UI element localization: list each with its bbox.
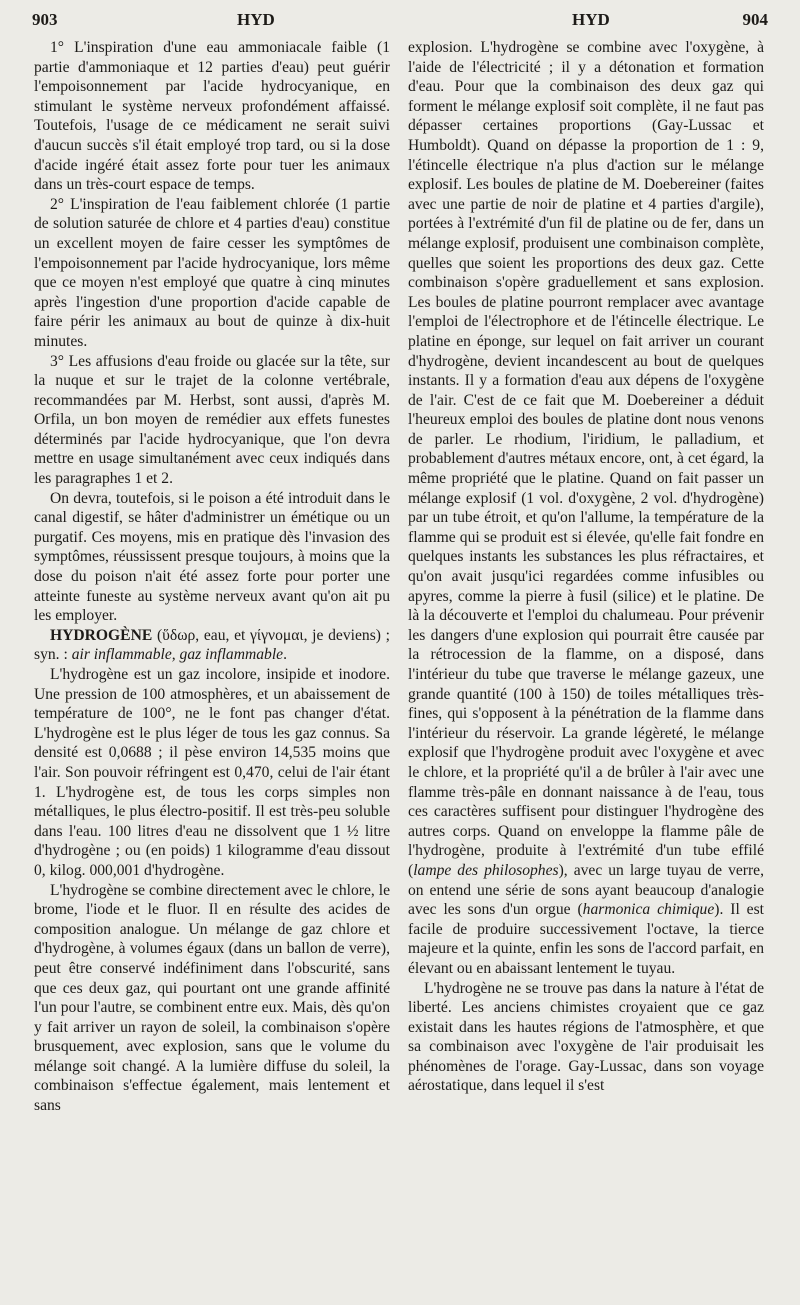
text-run: ), avec un large tuyau de verre, on entend une série de sons ayant beaucoup d'analogie avec les sons d'un orgue ( bbox=[408, 861, 765, 919]
running-head-right: HYD bbox=[572, 10, 610, 29]
left-column bbox=[34, 38, 390, 1116]
text-run: 3° Les affusions d'eau froide ou glacée sur la tête, sur la nuque et sur le trajet de la colonne vertébrale, recommandées par M. Herbst, sont aussi, d'après M. Orfila, un bon moyen de remédier aux effets funestes déterminés par l'acide hydrocyanique, que l'on devra mettre en usage simultanément avec ceux indiqués dans les paragraphes 1 et 2. bbox=[34, 352, 390, 488]
paragraph bbox=[34, 38, 390, 195]
page-number-left: 903 bbox=[32, 10, 58, 29]
text-run: explosion. L'hydrogène se combine avec l'oxygène, à l'aide de l'électricité ; il y a détonation et formation d'eau. Pour que la combinaison des deux gaz qui forment le mélange explosif soit complète, il ne faut pas dépasser certaines proportions (Gay-Lussac et Humboldt). Quand on dépasse la proportion de 1 : 9, l'étincelle électrique n'a plus d'action sur le mélange explosif. Les boules de platine de M. Doebereiner (faites avec une partie de noir de platine et 4 parties d'argile), portées à l'extrémité d'un fil de platine ou de fer, dans un mélange explosif, produisent une combinaison complète, quelles que soient les proportions des deux gaz. Cette combinaison s'opère graduellement et sans explosion. Les boules de platine pourront remplacer avec avantage l'emploi de l'électrophore et de l'étincelle électrique. Le platine en éponge, sur lequel on fait arriver un courant d'hydrogène, devient incandescent au bout de quelques instants. Il y a formation d'eau aux dépens de l'oxygène de l'air. C'est de ce fait que M. Doebereiner a déduit l'heureux emploi des boules de platine dont nous venons de parler. Le rhodium, l'iridium, le palladium, et probablement d'autres métaux encore, ont, à cet égard, la même propriété que le platine. Quand on fait passer un mélange explosif (1 vol. d'oxygène, 2 vol. d'hydrogène) par un tube étroit, et qu'on l'allume, la température de la flamme qui se produit est si élevée, qu'elle fait fondre en quelques instants les substances les plus réfractaires, et qu'on avait jusqu'ici regardées comme infusibles ou apyres, comme la pierre à fusil (silice) et le platine. De là la découverte et l'emploi du chalumeau. Pour prévenir les dangers d'une explosion qui pourrait être causée par la rétrocession de la flamme, on a disposé, dans l'intérieur du tube que traverse le mélange gazeux, une grande quantité (100 à 150) de toiles métalliques très-fines, qui s'opposent à la pénétration de la flamme dans l'intérieur du réservoir. La grande légèreté, le mélange explosif que l'hydrogène produit avec l'oxygène et avec le chlore, et la propriété qu'il a de brûler à l'air avec une flamme très-pâle en donnant naissance à de l'eau, tous ces caractères suffisent pour distinguer l'hydrogène des autres corps. Quand on enveloppe la flamme pâle de l'hydrogène, produite à l'extrémité d'un tube effilé ( bbox=[408, 39, 764, 879]
text-run: On devra, toutefois, si le poison a été introduit dans le canal digestif, se hâter d'administrer un émétique ou un purgatif. Ces moyens, mis en pratique dès l'invasion des symptômes, réussissent presque toujours, à moins que la dose du poison n'ait été assez forte pour porter une atteinte funeste au système nerveux avant qu'on ait pu les employer. bbox=[34, 489, 390, 625]
paragraph bbox=[34, 352, 390, 489]
text-run: . bbox=[283, 646, 287, 664]
text-run: 1° L'inspiration d'une eau ammoniacale faible (1 partie d'ammoniaque et 12 parties d'eau) peut guérir l'empoisonnement par l'acide hydrocyanique, en stimulant le système nerveux profondément affaissé. Toutefois, l'usage de ce médicament ne serait suivi d'aucun succès s'il était employé trop tard, ou si la dose d'acide ingéré était assez forte pour tuer les animaux dans un très-court espace de temps. bbox=[34, 39, 390, 194]
right-column bbox=[408, 38, 764, 1096]
italic-text: lampe des philosophes bbox=[413, 861, 559, 879]
paragraph bbox=[34, 489, 390, 626]
running-header bbox=[32, 6, 768, 32]
paragraph bbox=[34, 626, 390, 665]
text-run: ). Il est facile de produire successivement l'octave, la tierce majeure et la quinte, enfin les sons de l'accord parfait, en élevant ou en abaissant lentement le tuyau. bbox=[408, 901, 764, 977]
italic-text: air inflammable, gaz inflammable bbox=[71, 646, 284, 664]
running-head-left: HYD bbox=[237, 10, 275, 29]
entry-headword: HYDROGÈNE bbox=[50, 626, 153, 644]
text-run: L'hydrogène ne se trouve pas dans la nature à l'état de liberté. Les anciens chimistes croyaient que ce gaz existait dans les hautes régions de l'atmosphère, et que sa combinaison avec l'oxygène de l'air produisait les phénomènes de l'orage. Gay-Lussac, dans son voyage aérostatique, dans lequel il s'est bbox=[408, 979, 764, 1095]
text-run: L'hydrogène est un gaz incolore, insipide et inodore. Une pression de 100 atmosphères, et un abaissement de température de 100°, ne le font pas changer d'état. L'hydrogène est le plus léger de tous les gaz connus. Sa densité est 0,0688 ; il pèse environ 14,535 moins que l'air. Son pouvoir réfringent est 0,470, celui de l'air étant 1. L'hydrogène est, de tous les corps simples non métalliques, le plus électro-positif. Il est très-peu soluble dans l'eau. 100 litres d'eau ne dissolvent que 1 ½ litre d'hydrogène ; ou (en poids) 1 kilogramme d'eau dissout 0, kilog. 000,001 d'hydrogène. bbox=[34, 666, 390, 879]
paragraph bbox=[408, 38, 764, 979]
italic-text: harmonica chimique bbox=[582, 901, 715, 919]
text-run: 2° L'inspiration de l'eau faiblement chlorée (1 partie de solution saturée de chlore et 4 parties d'eau) constitue un excellent moyen de faire cesser les symptômes de l'empoisonnement par l'acide hydrocyanique, lors même que ce moyen n'est employé que quatre à cinq minutes après l'ingestion d'une proportion d'acide capable de faire périr les animaux au bout de quinze à dix-huit minutes. bbox=[34, 195, 390, 350]
paragraph bbox=[408, 979, 764, 1097]
paragraph bbox=[34, 665, 390, 881]
paragraph bbox=[34, 195, 390, 352]
paragraph bbox=[34, 881, 390, 1116]
text-run: L'hydrogène se combine directement avec le chlore, le brome, l'iode et le fluor. Il en résulte des acides de composition analogue. Un mélange de gaz chlore et d'hydrogène, à volumes égaux (dans un ballon de verre), peut être conservé indéfiniment dans l'obscurité, sans que ces deux gaz, qui pourtant ont une grande affinité l'un pour l'autre, se combinent entre eux. Mais, dès qu'on y fait arriver un rayon de soleil, la combinaison s'opère brusquement, avec explosion, sans que le volume du mélange soit changé. A la lumière diffuse du soleil, la combinaison s'effectue également, mais lentement et sans bbox=[34, 881, 390, 1115]
page-number-right: 904 bbox=[742, 10, 768, 29]
text-run: (ὕδωρ, eau, et γίγνομαι, je deviens) ; syn. : bbox=[34, 626, 390, 664]
